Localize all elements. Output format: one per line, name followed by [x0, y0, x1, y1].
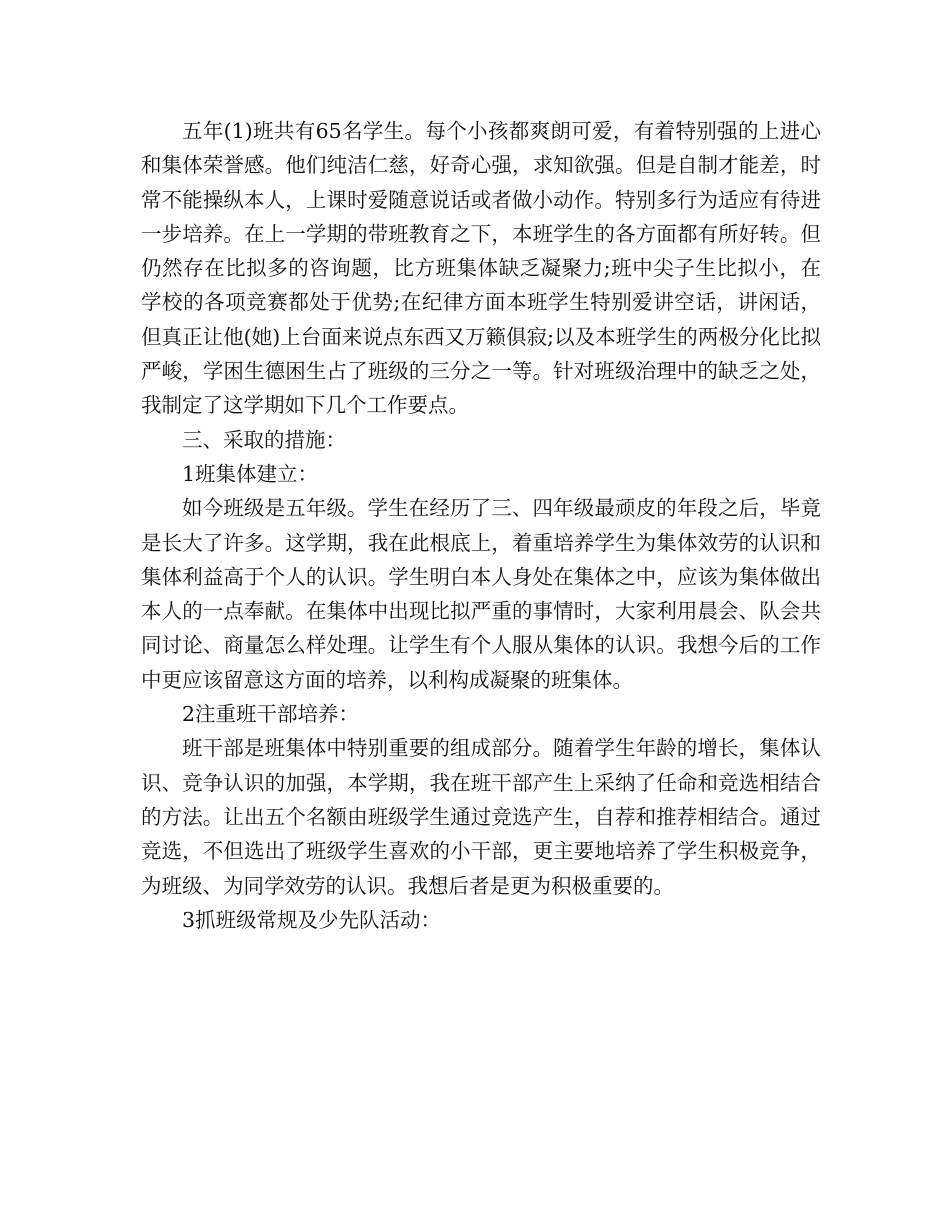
subheading-class-building: 1班集体建立：: [182, 461, 319, 486]
section-heading-measures: 三、采取的措施：: [182, 427, 346, 452]
document-page: [141, 114, 821, 937]
paragraph-class-cadres: 班干部是班集体中特别重要的组成部分。随着学生年龄的增长，集体认识、竞争认识的加强，本学期，我在班干部产生上采纳了任命和竞选相结合的方法。让出五个名额由班级学生通过竞选产生，自荐和推荐相结合。通过竞选，不但选出了班级学生喜欢的小干部，更主要地培养了学生积极竞争，为班级、为同学效劳的认识。我想后者是更为积极重要的。: [141, 736, 821, 898]
subheading-routine-activities: 3抓班级常规及少先队活动：: [182, 907, 442, 932]
intro-paragraph: 五年(1)班共有65名学生。每个小孩都爽朗可爱，有着特别强的上进心和集体荣誉感。他们纯洁仁慈，好奇心强，求知欲强。但是自制才能差，时常不能操纵本人，上课时爱随意说话或者做小动作。特别多行为适应有待进一步培养。在上一学期的带班教育之下，本班学生的各方面都有所好转。但仍然存在比拟多的咨询题，比方班集体缺乏凝聚力;班中尖子生比拟小，在学校的各项竞赛都处于优势;在纪律方面本班学生特别爱讲空话，讲闲话，但真正让他(她)上台面来说点东西又万籁俱寂;以及本班学生的两极分化比拟严峻，学困生德困生占了班级的三分之一等。针对班级治理中的缺乏之处，我制定了这学期如下几个工作要点。: [141, 119, 821, 418]
paragraph-class-building: 如今班级是五年级。学生在经历了三、四年级最顽皮的年段之后，毕竟是长大了许多。这学期，我在此根底上，着重培养学生为集体效劳的认识和集体利益高于个人的认识。学生明白本人身处在集体之中，应该为集体做出本人的一点奉献。在集体中出现比拟严重的事情时，大家利用晨会、队会共同讨论、商量怎么样处理。让学生有个人服从集体的认识。我想今后的工作中更应该留意这方面的培养，以利构成凝聚的班集体。: [141, 496, 821, 692]
subheading-class-cadres: 2注重班干部培养：: [182, 702, 360, 727]
